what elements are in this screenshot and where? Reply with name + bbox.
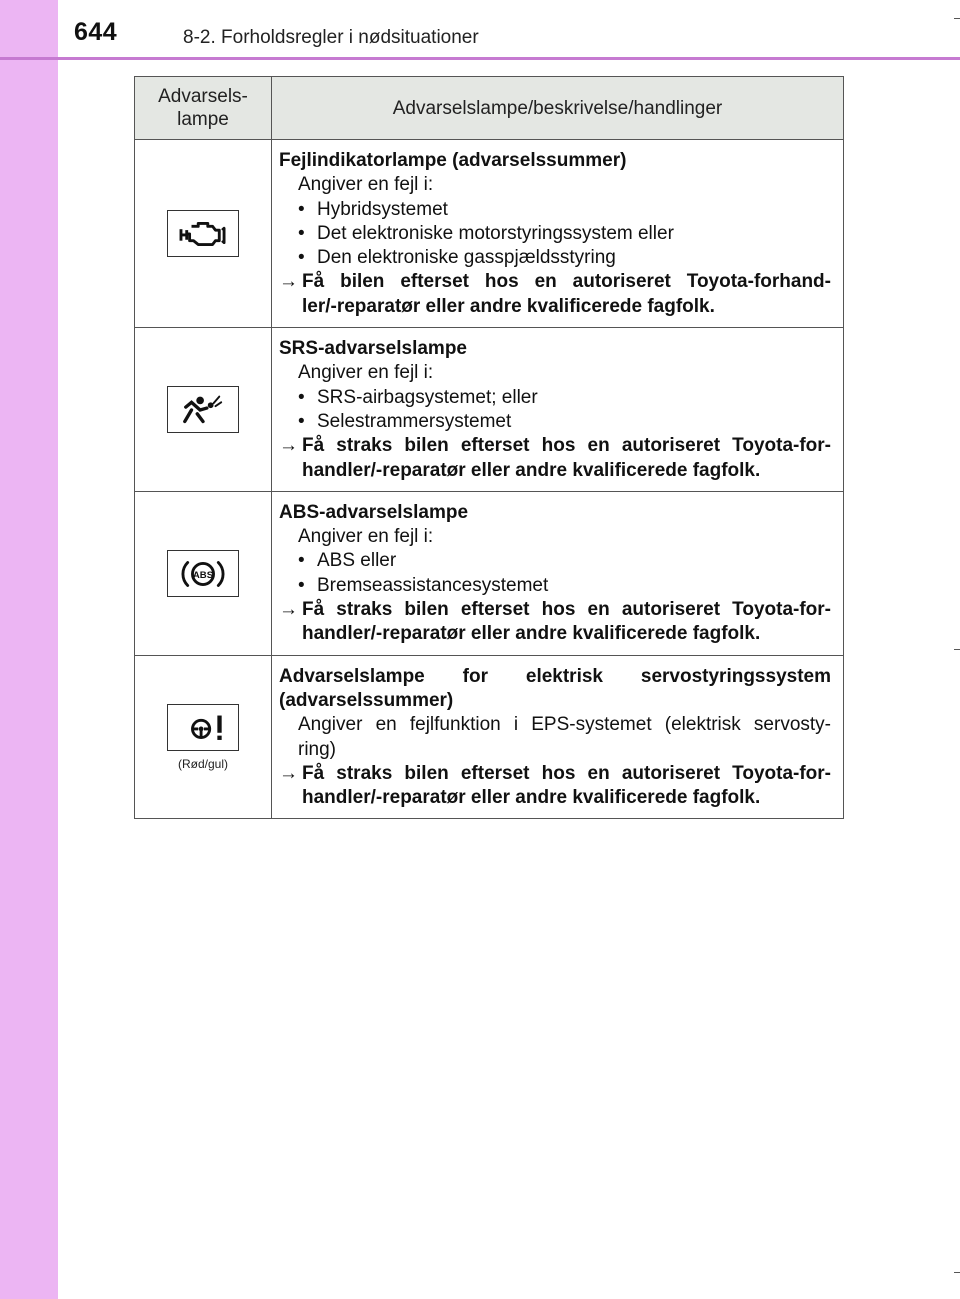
crop-mark: [954, 1272, 960, 1273]
action-text: → Få bilen efterset hos en autoriseret Toyota-forhand- ler/-reparatør eller andre kvalificerede fagfolk.: [279, 270, 831, 319]
lamp-title: Advarselslampe for elektrisk servostyringssystem: [279, 665, 831, 687]
arrow-icon: →: [279, 599, 298, 621]
warning-lamp-table: [134, 76, 844, 819]
lamp-title: Fejlindikatorlampe (advarselssummer): [279, 150, 627, 171]
lamp-intro-cont: ring): [298, 738, 337, 760]
header-rule: [0, 57, 960, 60]
description-cell: [272, 140, 844, 328]
lamp-title: ABS-advarselslampe: [279, 501, 469, 523]
table-row: [135, 328, 844, 492]
col-header-lamp: Advarsels- lampe: [135, 77, 272, 140]
page-number: 644: [74, 18, 118, 46]
icon-cell: [135, 328, 272, 492]
lamp-intro: Angiver en fejl i:: [298, 526, 434, 548]
table-row: [135, 140, 844, 328]
description-cell: [272, 655, 844, 819]
action-text: → Få straks bilen efterset hos en autoriseret Toyota-for- handler/-reparatør eller andre kvalificerede fagfolk.: [279, 598, 831, 647]
list-item: • Selestrammersystemet: [298, 410, 512, 432]
abs-label: ABS: [192, 569, 214, 581]
power-steering-icon: [167, 704, 239, 751]
list-item: • SRS-airbagsystemet; eller: [298, 386, 538, 408]
list-item: • Hybridsystemet: [298, 198, 448, 220]
action-text: → Få straks bilen efterset hos en autoriseret Toyota-for- handler/-reparatør eller andre kvalificerede fagfolk.: [279, 434, 831, 483]
list-item: • ABS eller: [298, 550, 397, 572]
lamp-intro: Angiver en fejl i:: [298, 174, 434, 196]
lamp-intro: Angiver en fejlfunktion i EPS-systemet (elektrisk servosty-: [298, 714, 831, 736]
list-item: • Bremseassistancesystemet: [298, 574, 549, 596]
arrow-icon: →: [279, 271, 298, 293]
list-item: • Den elektroniske gasspjældsstyring: [298, 247, 616, 269]
description-cell: [272, 328, 844, 492]
col-header-description: Advarselslampe/beskrivelse/handlinger: [272, 77, 844, 140]
description-cell: [272, 491, 844, 655]
abs-icon: [167, 550, 239, 597]
lamp-title-cont: (advarselssummer): [279, 689, 454, 711]
lamp-intro: Angiver en fejl i:: [298, 362, 434, 384]
crop-mark: [954, 649, 960, 650]
icon-caption: (Rød/gul): [177, 756, 228, 771]
icon-cell: [135, 491, 272, 655]
action-text: → Få straks bilen efterset hos en autoriseret Toyota-for- handler/-reparatør eller andre kvalificerede fagfolk.: [279, 762, 831, 811]
table-row: [135, 655, 844, 819]
engine-check-icon: [167, 210, 239, 257]
icon-cell: [135, 140, 272, 328]
arrow-icon: →: [279, 435, 298, 457]
arrow-icon: →: [279, 762, 298, 784]
lamp-title: SRS-advarselslampe: [279, 338, 467, 360]
crop-mark: [954, 18, 960, 19]
section-title: 8-2. Forholdsregler i nødsituationer: [183, 27, 479, 48]
icon-cell: [135, 655, 272, 819]
side-color-band: [0, 0, 58, 1299]
list-item: • Det elektroniske motorstyringssystem eller: [298, 222, 674, 244]
table-header-row: [135, 77, 844, 140]
table-row: [135, 491, 844, 655]
srs-airbag-icon: [167, 386, 239, 433]
